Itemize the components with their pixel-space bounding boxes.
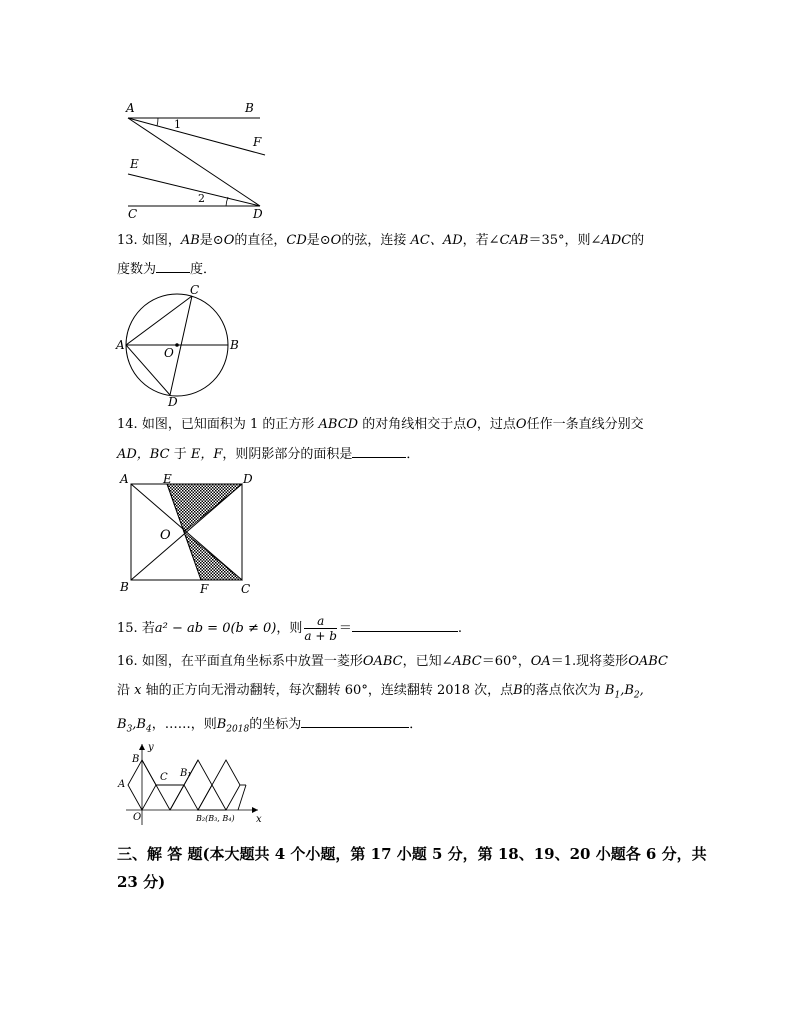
q16-text: ，……，则	[151, 717, 217, 732]
q14-line-2	[117, 444, 419, 464]
q14-text: 的对角线相交于点	[362, 417, 467, 432]
fig16-label-x: x	[256, 814, 262, 825]
q16-var-x: x	[134, 683, 142, 698]
figure-q14-square	[125, 478, 255, 588]
q16-b2018: $B_{2018}$	[216, 717, 250, 735]
fig14-label-a: A	[120, 472, 129, 486]
q14-var-o: O	[515, 417, 527, 432]
q15-fraction-numerator: a	[304, 614, 337, 629]
q16-line-3	[117, 714, 422, 739]
fig12-label-1: 1	[174, 118, 181, 131]
q15-text: 若	[141, 621, 155, 636]
q13-var-o: O	[330, 233, 342, 248]
fig12-label-f: F	[253, 135, 262, 149]
q13-text: 是⊙	[306, 233, 331, 248]
q13-var-ac-ad: AC、AD	[410, 233, 463, 248]
q14-line-1	[117, 416, 644, 434]
q16-text: ＝60°，	[481, 654, 531, 669]
fig12-label-e: E	[130, 157, 139, 171]
q16-line-2	[117, 682, 644, 705]
fig14-label-b: B	[120, 580, 129, 594]
q13-line-1	[117, 232, 644, 250]
q14-text: ．	[406, 447, 420, 462]
q16-b1-b2: $B_1,B_2$,	[604, 683, 644, 701]
figure-q12-lines	[120, 98, 270, 223]
q16-line-1	[117, 653, 668, 671]
fig16-label-b: B	[132, 754, 140, 765]
q13-text: 度数为	[117, 262, 157, 277]
q14-var-abcd: ABCD	[318, 417, 359, 432]
fig12-label-c: C	[128, 207, 138, 221]
q15-text: .	[457, 621, 463, 636]
q16-var-oabc: OABC	[362, 654, 403, 669]
q14-text: ，过点	[476, 417, 516, 432]
q13-number: 13.	[117, 233, 138, 248]
q15-line	[117, 614, 462, 643]
q15-text: ＝	[338, 621, 352, 636]
section-3-heading: 三、解 答 题(本大题共 4 个小题，第 17 小题 5 分，第 18、19、20 小题各 6 分，共 23 分)	[117, 845, 707, 891]
fig16-label-b2-b3-b4: B₂(B₃, B₄)	[196, 814, 235, 823]
q14-var-ad-bc: AD，BC	[117, 447, 170, 462]
fig14-label-c: C	[241, 582, 251, 596]
q16-text: 沿	[117, 683, 131, 698]
q14-var-o: O	[466, 417, 477, 432]
q13-var-cab: CAB	[499, 233, 529, 248]
q16-var-abc: ABC	[452, 654, 482, 669]
fig16-label-y: y	[148, 742, 154, 753]
q15-answer-blank[interactable]	[352, 618, 458, 632]
q14-var-e-f: E，F	[190, 447, 223, 462]
q16-text: ．	[409, 717, 423, 732]
q13-text: 的弦，连接	[341, 233, 407, 248]
q15-text: ，则	[276, 621, 303, 636]
fig16-label-a: A	[118, 779, 126, 790]
fig13-label-c: C	[190, 283, 200, 297]
fig14-label-f: F	[200, 582, 209, 596]
q13-var-o: O	[223, 233, 235, 248]
fig16-label-b1: B₁	[180, 768, 192, 779]
q13-answer-blank[interactable]	[156, 259, 190, 273]
q16-answer-blank[interactable]	[301, 714, 409, 728]
q16-text: ，已知∠	[402, 654, 453, 669]
q15-fraction	[304, 614, 337, 643]
fig12-label-2: 2	[198, 192, 205, 205]
q16-text: ＝1.现将菱形	[550, 654, 629, 669]
q14-answer-blank[interactable]	[352, 444, 406, 458]
fig13-label-b: B	[230, 338, 239, 352]
q13-text: 是⊙	[199, 233, 224, 248]
fig13-label-d: D	[168, 395, 178, 409]
q14-number: 14.	[117, 417, 138, 432]
figure-q13-circle	[120, 285, 260, 405]
q16-text: 的坐标为	[249, 717, 302, 732]
fig14-label-d: D	[243, 472, 253, 486]
q16-b3-b4: $B_3,B_4$	[117, 717, 152, 735]
fig12-label-b: B	[245, 101, 254, 115]
q13-var-cd: CD	[286, 233, 307, 248]
q16-text: 的落点依次为	[522, 683, 601, 698]
q14-text: 如图，已知面积为 1 的正方形	[141, 417, 315, 432]
fig12-label-a: A	[126, 101, 135, 115]
q13-var-ab: AB	[180, 233, 200, 248]
fig12-label-d: D	[253, 207, 263, 221]
fig16-label-c: C	[160, 772, 168, 783]
q16-var-b: B	[513, 683, 523, 698]
q13-line-2	[117, 259, 216, 279]
q16-var-oa: OA	[530, 654, 551, 669]
q15-expression: a² − ab = 0(b ≠ 0)	[154, 621, 277, 636]
q13-var-adc: ADC	[601, 233, 632, 248]
fig16-label-o: O	[133, 812, 142, 823]
fig13-label-o: O	[164, 346, 174, 360]
fig14-label-o: O	[160, 528, 171, 543]
q14-text: 任作一条直线分别交	[526, 417, 644, 432]
q16-number: 16.	[117, 654, 138, 669]
q15-fraction-denominator: a + b	[304, 629, 337, 643]
q13-text: ＝35°，则∠	[528, 233, 602, 248]
q16-var-oabc: OABC	[628, 654, 668, 669]
q14-text: 于	[173, 447, 187, 462]
q15-number: 15.	[117, 621, 138, 636]
q16-text: 如图，在平面直角坐标系中放置一菱形	[141, 654, 363, 669]
q13-text: 的	[631, 233, 645, 248]
q13-text: 如图，	[141, 233, 181, 248]
fig13-label-a: A	[116, 338, 125, 352]
q16-text: 轴的正方向无滑动翻转，每次翻转 60°，连续翻转 2018 次，点	[145, 683, 514, 698]
q13-text: ，若∠	[462, 233, 500, 248]
q13-text: 度．	[190, 262, 217, 277]
fig14-label-e: E	[163, 472, 172, 486]
q14-text: ，则阴影部分的面积是	[222, 447, 353, 462]
q13-text: 的直径，	[234, 233, 287, 248]
